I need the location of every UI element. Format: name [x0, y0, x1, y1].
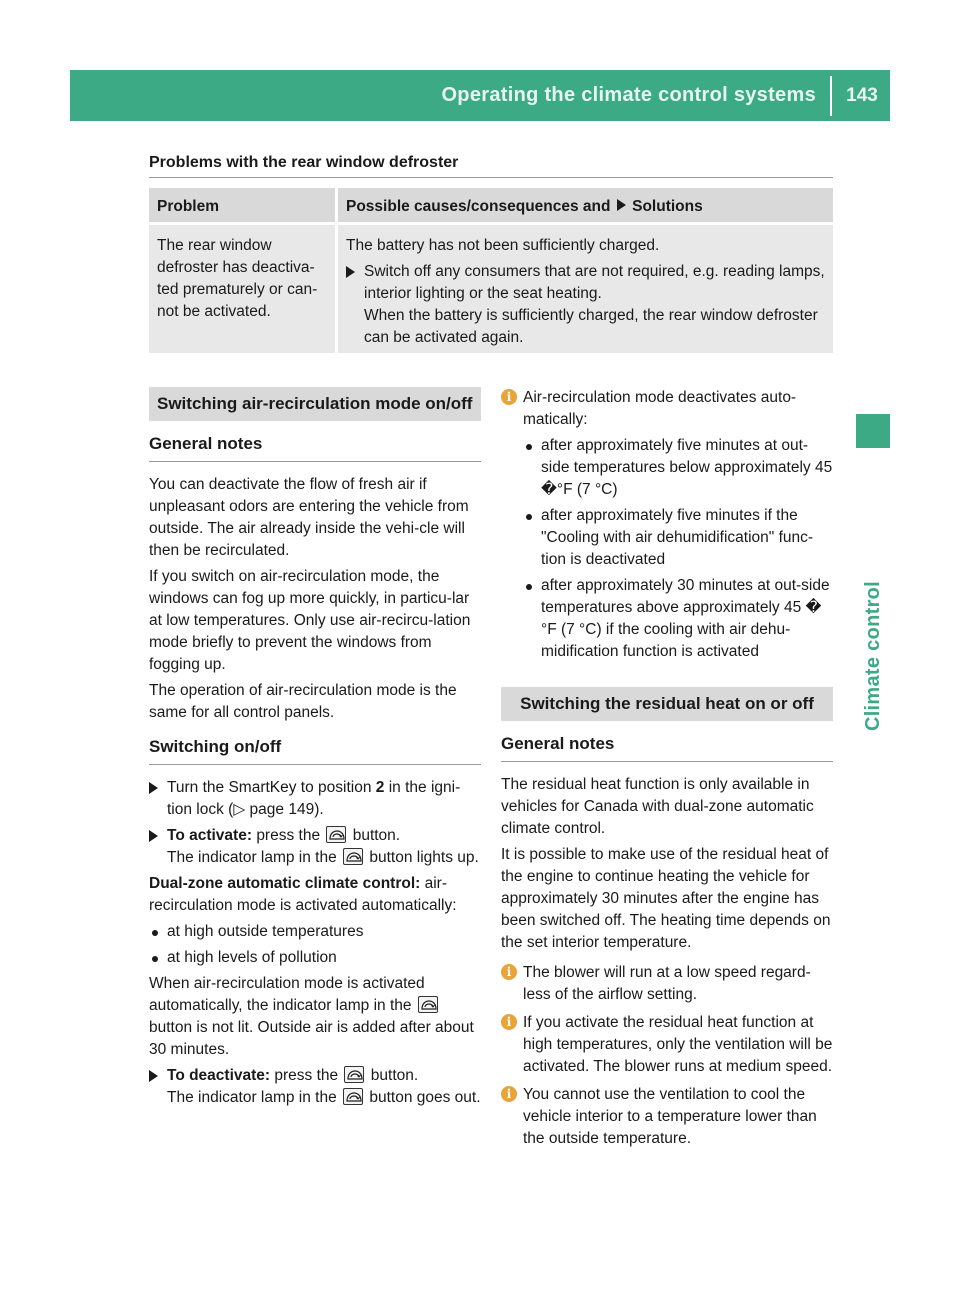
info-note — [501, 1012, 833, 1078]
dualzone-label: Dual-zone automatic climate control: — [149, 875, 421, 892]
table-row — [149, 225, 833, 353]
step1-position: 2 — [375, 779, 385, 796]
auto-deactivation-note — [501, 387, 833, 663]
arrow-step-icon — [149, 830, 158, 842]
info-icon: i — [501, 389, 517, 405]
arrow-step-icon — [149, 782, 158, 794]
activate-text-a: press the — [256, 827, 321, 844]
solution-2-text: When the battery is sufficiently charged, the rear window defroster can be activated again. — [364, 307, 818, 346]
recirculation-button-icon — [418, 996, 438, 1013]
header-divider — [830, 76, 832, 116]
recirculation-button-icon — [344, 1066, 364, 1083]
residual-info-1: The blower will run at a low speed regard-less of the airflow setting. — [523, 964, 811, 1003]
page-number: 143 — [846, 85, 878, 106]
activate-text-b: button. — [352, 827, 401, 844]
step-smartkey — [149, 777, 481, 821]
residual-p1: The residual heat function is only available in vehicles for Canada with dual-zone automatic climate control. — [501, 776, 814, 837]
recirculation-button-icon — [343, 848, 363, 865]
residual-info-2: If you activate the residual heat function at high temperatures, only the ventilation will be activated. The blower runs at medium speed. — [523, 1014, 833, 1075]
deactivate-text-a: press the — [274, 1067, 339, 1084]
header-problem: Problem — [149, 188, 335, 222]
table-header-row — [149, 188, 833, 222]
header-solutions — [338, 188, 833, 222]
right-column — [501, 387, 833, 1156]
arrow-step-icon — [149, 1070, 158, 1082]
header-solutions-suffix: Solutions — [632, 198, 703, 215]
residual-heading: Switching the residual heat on or off — [501, 687, 833, 721]
page-title: Operating the climate control systems — [441, 84, 816, 106]
info-icon: i — [501, 1086, 517, 1102]
residual-p2: It is possible to make use of the residual heat of the engine to continue heating the vehicle for approximately 30 minutes after the engine has been switched off. The heating time depends on the set interior temperature. — [501, 846, 831, 951]
cause-text: The battery has not been sufficiently charged. — [346, 237, 660, 254]
defroster-table — [149, 188, 833, 353]
solution-1-text: Switch off any consumers that are not required, e.g. reading lamps, interior lighting or the seat heating. — [364, 263, 825, 302]
auto-deact-intro: Air-recirculation mode deactivates auto-matically: — [523, 389, 797, 428]
auto-text-a: When air-recirculation mode is activated automatically, the indicator lamp in the — [149, 975, 425, 1014]
info-note — [501, 962, 833, 1006]
deactivate-lamp-text-a: The indicator lamp in the — [167, 1089, 337, 1106]
residual-general-notes-heading: General notes — [501, 733, 833, 762]
activate-lamp-text-a: The indicator lamp in the — [167, 849, 337, 866]
info-icon: i — [501, 1014, 517, 1030]
list-item: after approximately five minutes at out-side temperatures below approximately 45 �°F (7 °C) — [523, 435, 833, 501]
deactivate-lamp-text-b: button goes out. — [369, 1089, 481, 1106]
recirc-p1: You can deactivate the flow of fresh air if unpleasant odors are entering the vehicle from outside. The air already inside the vehi-cle will then be recirculated. — [149, 476, 469, 559]
defroster-title-rule — [149, 177, 833, 178]
list-item: after approximately 30 minutes at out-side temperatures above approximately 45 � °F (7 °C) if the cooling with air dehu-midification function is activated — [523, 575, 833, 663]
recirc-p3: The operation of air-recirculation mode is the same for all control panels. — [149, 682, 457, 721]
deactivate-text-b: button. — [370, 1067, 419, 1084]
list-item: after approximately five minutes if the "Cooling with air dehumidification" func-tion is deactivated — [523, 505, 833, 571]
recirc-heading: Switching air-recirculation mode on/off — [149, 387, 481, 421]
chapter-tab-marker — [856, 414, 890, 448]
auto-activation-paragraph — [149, 973, 481, 1061]
dualzone-paragraph — [149, 873, 481, 917]
switching-heading: Switching on/off — [149, 736, 481, 765]
step-activate — [149, 825, 481, 869]
header-solutions-prefix: Possible causes/consequences and — [346, 198, 611, 215]
recirc-p2: If you switch on air-recirculation mode, the windows can fog up more quickly, in particu-lar at low temperatures. Only use air-recircu-lation mode briefly to prevent the windows from fogging up. — [149, 568, 471, 673]
residual-info-3: You cannot use the ventilation to cool the vehicle interior to a temperature lower than the outside temperature. — [523, 1086, 817, 1147]
step1-text-c: in the igni-tion lock (▷ page 149). — [167, 779, 461, 818]
info-icon: i — [501, 964, 517, 980]
problem-cell — [149, 225, 335, 353]
auto-text-b: button is not lit. Outside air is added after about 30 minutes. — [149, 1019, 474, 1058]
dualzone-text: air-recirculation mode is activated automatically: — [149, 875, 457, 914]
solution-cell — [338, 225, 833, 353]
problem-text: The rear window defroster has deactiva-ted prematurely or can-not be activated. — [157, 237, 318, 320]
activate-label: To activate: — [167, 827, 252, 844]
list-item: at high outside temperatures — [149, 921, 481, 943]
solution-step — [346, 261, 825, 349]
left-column — [149, 387, 481, 1109]
arrow-step-icon — [346, 266, 355, 278]
chapter-label: Climate control — [862, 580, 884, 732]
step-deactivate — [149, 1065, 481, 1109]
recirc-general-notes-heading: General notes — [149, 433, 481, 462]
recirculation-button-icon — [326, 826, 346, 843]
recirculation-button-icon — [343, 1088, 363, 1105]
list-item: at high levels of pollution — [149, 947, 481, 969]
step1-text-a: Turn the SmartKey to position — [167, 779, 372, 796]
info-note — [501, 1084, 833, 1150]
deactivate-label: To deactivate: — [167, 1067, 271, 1084]
activate-lamp-text-b: button lights up. — [369, 849, 479, 866]
arrow-step-icon — [617, 199, 626, 211]
defroster-section-title: Problems with the rear window defroster — [149, 154, 459, 171]
